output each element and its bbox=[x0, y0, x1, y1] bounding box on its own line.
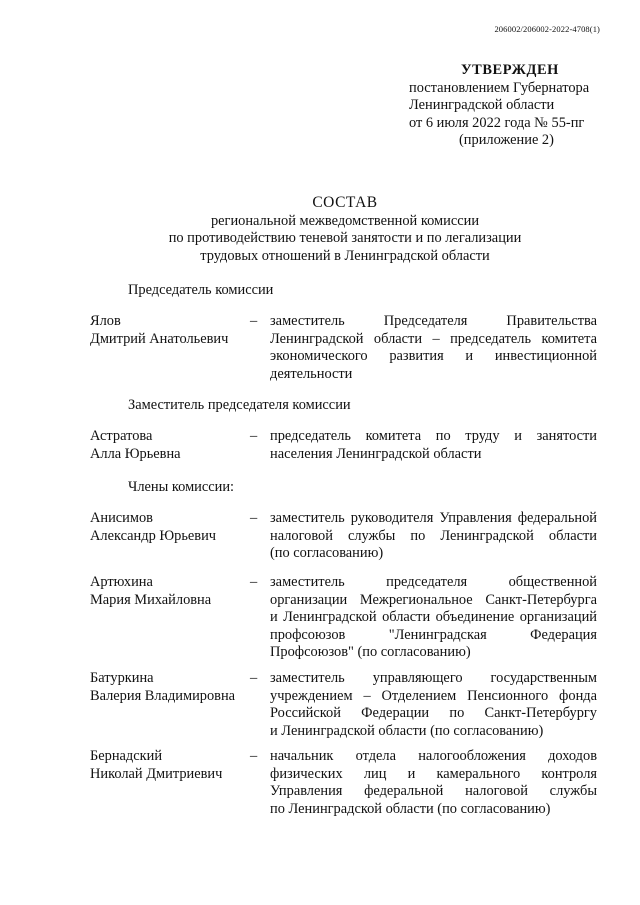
position-line: председатель комитета по труду и занятости bbox=[270, 428, 597, 444]
member-given-name: Дмитрий Анатольевич bbox=[90, 330, 229, 347]
approval-block bbox=[409, 62, 609, 150]
member-name bbox=[90, 670, 258, 705]
position-line: Профсоюзов" (по согласованию) bbox=[270, 644, 471, 660]
document-title bbox=[90, 194, 600, 265]
position-line: Управления федеральной налоговой службы bbox=[270, 783, 597, 799]
dash: – bbox=[250, 748, 258, 764]
position-line: экономического развития и инвестиционной bbox=[270, 348, 597, 364]
approval-line: (приложение 2) bbox=[459, 132, 554, 148]
registration-stamp: 206002/206002-2022-4708(1) bbox=[494, 24, 600, 34]
member-name bbox=[90, 748, 258, 783]
position-line: и Ленинградской области объединение организаций bbox=[270, 609, 597, 625]
position-line: организации Межрегиональное Санкт-Петербурга bbox=[270, 591, 597, 608]
position-line: профсоюзов "Ленинградская Федерация bbox=[270, 626, 597, 643]
member-position bbox=[270, 510, 597, 563]
title-line: региональной межведомственной комиссии bbox=[210, 212, 480, 229]
member-given-name: Николай Дмитриевич bbox=[90, 765, 223, 782]
member-surname: Батуркина bbox=[90, 670, 154, 686]
member-name bbox=[90, 313, 258, 348]
member-position bbox=[270, 670, 597, 740]
approval-line: постановлением Губернатора bbox=[409, 79, 590, 96]
position-line: заместитель руководителя Управления федеральной bbox=[270, 510, 597, 526]
member-position bbox=[270, 748, 597, 818]
approval-line: Ленинградской области bbox=[409, 97, 555, 113]
member-given-name: Александр Юрьевич bbox=[90, 527, 217, 544]
approval-line: от 6 июля 2022 года № 55-пг bbox=[409, 114, 585, 131]
dash: – bbox=[250, 670, 258, 686]
approval-heading: УТВЕРЖДЕН bbox=[461, 62, 559, 78]
position-line: (по согласованию) bbox=[270, 545, 384, 561]
position-line: заместитель председателя общественной bbox=[270, 574, 597, 590]
position-line: налоговой службы по Ленинградской области bbox=[270, 527, 597, 544]
position-line: и Ленинградской области (по согласованию) bbox=[270, 722, 544, 739]
member-surname: Бернадский bbox=[90, 748, 163, 764]
member-surname: Ялов bbox=[90, 313, 121, 329]
position-line: заместитель Председателя Правительства bbox=[270, 313, 597, 329]
position-line: Ленинградской области – председатель комитета bbox=[270, 330, 597, 347]
dash: – bbox=[250, 510, 258, 526]
member-name bbox=[90, 510, 258, 545]
title-main: СОСТАВ bbox=[312, 194, 378, 211]
section-heading-members: Члены комиссии: bbox=[128, 479, 235, 495]
member-given-name: Мария Михайловна bbox=[90, 591, 212, 608]
member-position bbox=[270, 428, 597, 463]
title-line: трудовых отношений в Ленинградской области bbox=[200, 247, 490, 264]
member-name bbox=[90, 574, 258, 609]
position-line: учреждением – Отделением Пенсионного фонда bbox=[270, 687, 597, 704]
position-line: заместитель управляющего государственным bbox=[270, 670, 597, 686]
member-given-name: Алла Юрьевна bbox=[90, 445, 181, 462]
member-given-name: Валерия Владимировна bbox=[90, 687, 236, 704]
dash: – bbox=[250, 574, 258, 590]
member-surname: Астратова bbox=[90, 428, 153, 444]
title-line: по противодействию теневой занятости и по легализации bbox=[168, 230, 522, 246]
member-surname: Артюхина bbox=[90, 574, 153, 590]
position-line: начальник отдела налогообложения доходов bbox=[270, 748, 597, 764]
dash: – bbox=[250, 428, 258, 444]
dash: – bbox=[250, 313, 258, 329]
member-position bbox=[270, 313, 597, 383]
position-line: населения Ленинградской области bbox=[270, 445, 482, 462]
member-position bbox=[270, 574, 597, 662]
member-surname: Анисимов bbox=[90, 510, 153, 526]
position-line: физических лиц и камерального контроля bbox=[270, 765, 597, 782]
position-line: по Ленинградской области (по согласованию) bbox=[270, 800, 551, 817]
section-heading-chair: Председатель комиссии bbox=[128, 282, 274, 298]
member-name bbox=[90, 428, 258, 463]
position-line: деятельности bbox=[270, 365, 353, 382]
section-heading-deputy: Заместитель председателя комиссии bbox=[128, 397, 351, 413]
position-line: Российской Федерации по Санкт-Петербургу bbox=[270, 705, 597, 721]
